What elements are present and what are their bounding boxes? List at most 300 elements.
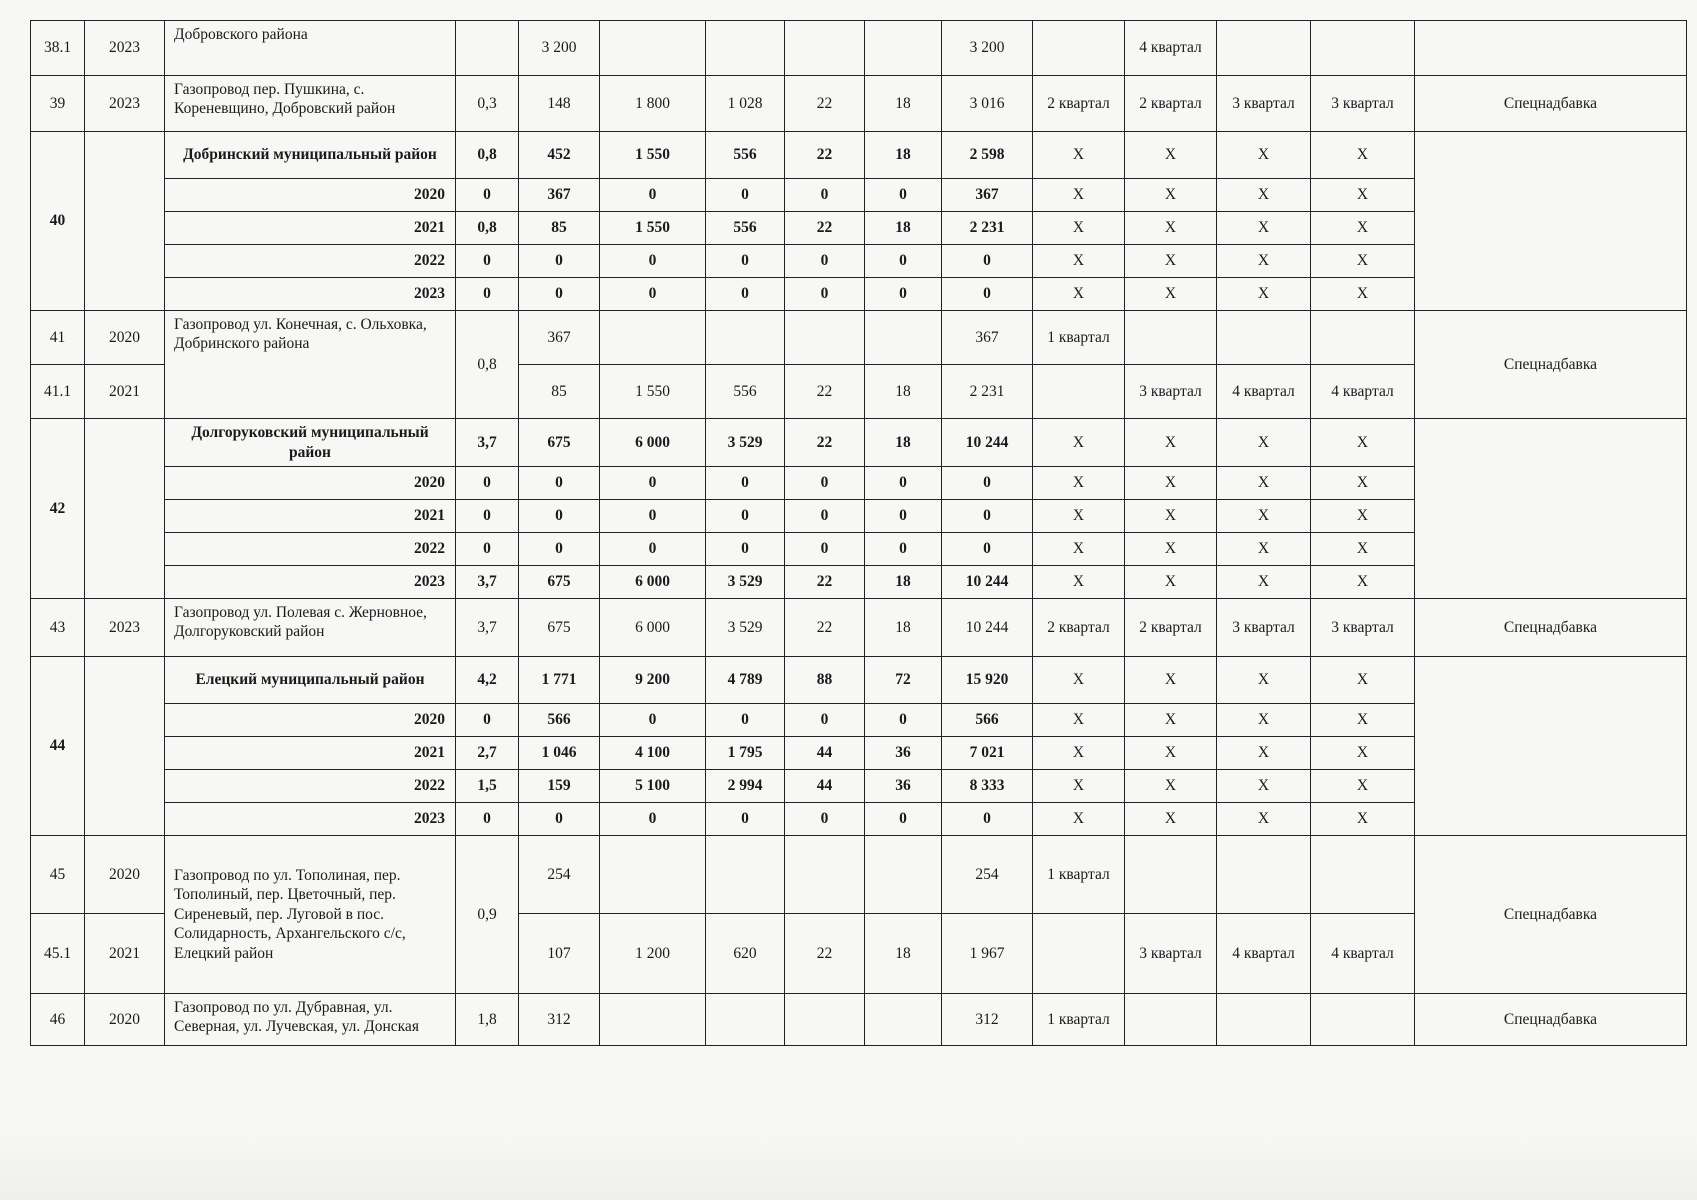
value-cell-total: 367	[942, 311, 1033, 365]
value-cell-c4: 44	[785, 770, 865, 803]
value-cell-total: 7 021	[942, 737, 1033, 770]
value-cell-c2: 0	[600, 500, 706, 533]
value-cell-c2	[600, 994, 706, 1046]
paper-edge	[0, 1130, 1697, 1200]
quarter-cell-q3: 3 квартал	[1217, 76, 1311, 132]
quarter-cell-q3: X	[1217, 770, 1311, 803]
year-cell: 2023	[85, 599, 165, 657]
quarter-cell-q4: X	[1311, 245, 1415, 278]
value-cell-c4	[785, 311, 865, 365]
description-cell: Газопровод по ул. Дубравная, ул. Северная, ул. Лучевская, ул. Донская	[165, 994, 456, 1046]
quarter-cell-q1	[1033, 914, 1125, 994]
value-cell-c1: 0	[519, 803, 600, 836]
value-cell-c5: 18	[865, 132, 942, 179]
value-cell-c2: 1 550	[600, 365, 706, 419]
quarter-cell-q3	[1217, 836, 1311, 914]
value-cell-total: 0	[942, 245, 1033, 278]
row-number-cell: 43	[31, 599, 85, 657]
value-cell-total: 312	[942, 994, 1033, 1046]
value-cell-c2	[600, 311, 706, 365]
note-cell	[1415, 21, 1687, 76]
quarter-cell-q1: X	[1033, 212, 1125, 245]
quarter-cell-q4	[1311, 836, 1415, 914]
quarter-cell-q4: 3 квартал	[1311, 599, 1415, 657]
quarter-cell-q1: X	[1033, 245, 1125, 278]
table-row-district-total	[31, 132, 1687, 179]
quarter-cell-q1: X	[1033, 803, 1125, 836]
quarter-cell-q3: 4 квартал	[1217, 365, 1311, 419]
value-cell-c2: 1 550	[600, 212, 706, 245]
quarter-cell-q2: X	[1125, 657, 1217, 704]
table-body	[31, 21, 1687, 1046]
note-cell	[1415, 132, 1687, 311]
value-cell-c5	[865, 994, 942, 1046]
quarter-cell-q1: 1 квартал	[1033, 311, 1125, 365]
quarter-cell-q3: X	[1217, 500, 1311, 533]
value-cell-c4: 22	[785, 365, 865, 419]
table-row	[31, 311, 1687, 365]
district-name-cell: Добринский муниципальный район	[165, 132, 456, 179]
value-cell-c5: 18	[865, 599, 942, 657]
quarter-cell-q3: X	[1217, 245, 1311, 278]
value-cell-c1: 85	[519, 365, 600, 419]
value-cell-c4: 22	[785, 566, 865, 599]
length-cell: 0	[456, 803, 519, 836]
value-cell-total: 254	[942, 836, 1033, 914]
value-cell-c2: 5 100	[600, 770, 706, 803]
quarter-cell-q4	[1311, 21, 1415, 76]
value-cell-c5: 18	[865, 914, 942, 994]
value-cell-c1: 107	[519, 914, 600, 994]
district-name-cell: Долгоруковский муниципальный район	[165, 419, 456, 467]
year-cell: 2023	[85, 76, 165, 132]
quarter-cell-q4: 3 квартал	[1311, 76, 1415, 132]
quarter-cell-q2: X	[1125, 803, 1217, 836]
value-cell-total: 0	[942, 467, 1033, 500]
value-cell-c4: 22	[785, 599, 865, 657]
value-cell-c1: 1 046	[519, 737, 600, 770]
value-cell-c3: 0	[706, 803, 785, 836]
length-cell: 4,2	[456, 657, 519, 704]
value-cell-c5: 0	[865, 278, 942, 311]
year-cell: 2020	[85, 836, 165, 914]
value-cell-total: 10 244	[942, 419, 1033, 467]
value-cell-c3	[706, 311, 785, 365]
value-cell-c4: 0	[785, 704, 865, 737]
value-cell-total: 3 016	[942, 76, 1033, 132]
quarter-cell-q1	[1033, 365, 1125, 419]
value-cell-c1: 159	[519, 770, 600, 803]
length-cell: 3,7	[456, 419, 519, 467]
value-cell-c3: 556	[706, 365, 785, 419]
value-cell-c1: 0	[519, 533, 600, 566]
quarter-cell-q3: X	[1217, 657, 1311, 704]
value-cell-total: 3 200	[942, 21, 1033, 76]
length-cell: 0	[456, 179, 519, 212]
row-number-cell: 41	[31, 311, 85, 365]
quarter-cell-q1: X	[1033, 500, 1125, 533]
year-cell	[85, 132, 165, 311]
year-cell: 2021	[85, 365, 165, 419]
quarter-cell-q2: X	[1125, 533, 1217, 566]
row-number-cell: 39	[31, 76, 85, 132]
table-row	[31, 599, 1687, 657]
quarter-cell-q3: X	[1217, 704, 1311, 737]
value-cell-c1: 367	[519, 179, 600, 212]
quarter-cell-q1: 2 квартал	[1033, 76, 1125, 132]
quarter-cell-q1: X	[1033, 704, 1125, 737]
value-cell-c1: 85	[519, 212, 600, 245]
breakdown-year-cell: 2023	[165, 803, 456, 836]
description-cell: Газопровод пер. Пушкина, с. Кореневщино, Добровский район	[165, 76, 456, 132]
value-cell-c3: 556	[706, 212, 785, 245]
value-cell-c1: 675	[519, 566, 600, 599]
quarter-cell-q1: 2 квартал	[1033, 599, 1125, 657]
quarter-cell-q4	[1311, 311, 1415, 365]
value-cell-c3: 3 529	[706, 419, 785, 467]
breakdown-year-cell: 2023	[165, 566, 456, 599]
quarter-cell-q3: X	[1217, 737, 1311, 770]
quarter-cell-q4: X	[1311, 212, 1415, 245]
value-cell-c5: 72	[865, 657, 942, 704]
value-cell-total: 1 967	[942, 914, 1033, 994]
length-cell: 1,5	[456, 770, 519, 803]
breakdown-year-cell: 2022	[165, 533, 456, 566]
value-cell-c4: 22	[785, 212, 865, 245]
quarter-cell-q2: 3 квартал	[1125, 914, 1217, 994]
length-cell: 0,8	[456, 212, 519, 245]
value-cell-c3: 2 994	[706, 770, 785, 803]
value-cell-c5: 18	[865, 419, 942, 467]
row-number-cell: 46	[31, 994, 85, 1046]
value-cell-c5: 18	[865, 365, 942, 419]
length-cell: 2,7	[456, 737, 519, 770]
table-row	[31, 836, 1687, 914]
quarter-cell-q3: X	[1217, 566, 1311, 599]
quarter-cell-q3: 4 квартал	[1217, 914, 1311, 994]
value-cell-c1: 3 200	[519, 21, 600, 76]
quarter-cell-q2: X	[1125, 278, 1217, 311]
year-cell	[85, 419, 165, 599]
value-cell-c2	[600, 21, 706, 76]
value-cell-c1: 675	[519, 599, 600, 657]
value-cell-total: 8 333	[942, 770, 1033, 803]
value-cell-c3: 0	[706, 533, 785, 566]
description-cell: Газопровод по ул. Тополиная, пер. Тополиный, пер. Цветочный, пер. Сиреневый, пер. Луговой в пос. Солидарность, Архангельского с/с, Елецкий район	[165, 836, 456, 994]
value-cell-c4: 22	[785, 914, 865, 994]
breakdown-year-cell: 2022	[165, 245, 456, 278]
quarter-cell-q3: X	[1217, 132, 1311, 179]
quarter-cell-q4: X	[1311, 179, 1415, 212]
value-cell-c4: 22	[785, 419, 865, 467]
quarter-cell-q2: X	[1125, 467, 1217, 500]
length-cell: 0,8	[456, 132, 519, 179]
quarter-cell-q1	[1033, 21, 1125, 76]
quarter-cell-q2: X	[1125, 704, 1217, 737]
quarter-cell-q1: X	[1033, 132, 1125, 179]
value-cell-total: 566	[942, 704, 1033, 737]
value-cell-c2: 1 200	[600, 914, 706, 994]
length-cell	[456, 21, 519, 76]
quarter-cell-q2: 2 квартал	[1125, 76, 1217, 132]
quarter-cell-q1: X	[1033, 278, 1125, 311]
value-cell-c3: 0	[706, 278, 785, 311]
value-cell-c3: 0	[706, 500, 785, 533]
description-cell: Газопровод ул. Полевая с. Жерновное, Долгоруковский район	[165, 599, 456, 657]
value-cell-c5	[865, 21, 942, 76]
value-cell-c5: 0	[865, 179, 942, 212]
row-number-cell: 44	[31, 657, 85, 836]
value-cell-c2: 6 000	[600, 419, 706, 467]
year-cell: 2020	[85, 311, 165, 365]
length-cell: 0	[456, 467, 519, 500]
row-number-cell: 38.1	[31, 21, 85, 76]
quarter-cell-q1: X	[1033, 533, 1125, 566]
quarter-cell-q4: X	[1311, 704, 1415, 737]
value-cell-c3: 556	[706, 132, 785, 179]
note-cell: Спецнадбавка	[1415, 836, 1687, 994]
value-cell-c4: 0	[785, 803, 865, 836]
value-cell-c1: 0	[519, 245, 600, 278]
value-cell-c1: 1 771	[519, 657, 600, 704]
value-cell-c3: 3 529	[706, 566, 785, 599]
value-cell-c2: 9 200	[600, 657, 706, 704]
value-cell-c4: 0	[785, 533, 865, 566]
quarter-cell-q2: 4 квартал	[1125, 21, 1217, 76]
quarter-cell-q3: X	[1217, 179, 1311, 212]
note-cell: Спецнадбавка	[1415, 76, 1687, 132]
note-cell: Спецнадбавка	[1415, 994, 1687, 1046]
value-cell-total: 0	[942, 803, 1033, 836]
value-cell-c2: 0	[600, 278, 706, 311]
quarter-cell-q3	[1217, 311, 1311, 365]
value-cell-c4: 22	[785, 76, 865, 132]
quarter-cell-q4: X	[1311, 467, 1415, 500]
value-cell-c3: 620	[706, 914, 785, 994]
year-cell	[85, 657, 165, 836]
breakdown-year-cell: 2022	[165, 770, 456, 803]
note-cell: Спецнадбавка	[1415, 599, 1687, 657]
breakdown-year-cell: 2021	[165, 212, 456, 245]
value-cell-c3: 4 789	[706, 657, 785, 704]
value-cell-c2: 0	[600, 704, 706, 737]
value-cell-total: 15 920	[942, 657, 1033, 704]
value-cell-c3: 1 028	[706, 76, 785, 132]
value-cell-c2: 0	[600, 467, 706, 500]
value-cell-c1: 148	[519, 76, 600, 132]
quarter-cell-q3: X	[1217, 803, 1311, 836]
value-cell-c2: 1 800	[600, 76, 706, 132]
value-cell-c4: 0	[785, 179, 865, 212]
value-cell-c4: 22	[785, 132, 865, 179]
quarter-cell-q1: 1 квартал	[1033, 836, 1125, 914]
quarter-cell-q2	[1125, 836, 1217, 914]
quarter-cell-q2: 3 квартал	[1125, 365, 1217, 419]
row-number-cell: 45.1	[31, 914, 85, 994]
table-row	[31, 76, 1687, 132]
quarter-cell-q4: 4 квартал	[1311, 365, 1415, 419]
length-cell: 0,9	[456, 836, 519, 994]
value-cell-c2: 0	[600, 803, 706, 836]
value-cell-c4: 88	[785, 657, 865, 704]
value-cell-c4: 0	[785, 467, 865, 500]
value-cell-c4	[785, 994, 865, 1046]
value-cell-c3	[706, 21, 785, 76]
table-row	[31, 21, 1687, 76]
note-cell	[1415, 419, 1687, 599]
quarter-cell-q4: X	[1311, 657, 1415, 704]
quarter-cell-q2	[1125, 994, 1217, 1046]
value-cell-total: 367	[942, 179, 1033, 212]
value-cell-c2: 0	[600, 533, 706, 566]
value-cell-total: 0	[942, 500, 1033, 533]
row-number-cell: 42	[31, 419, 85, 599]
quarter-cell-q2: X	[1125, 179, 1217, 212]
table-row-district-total	[31, 419, 1687, 467]
quarter-cell-q3: X	[1217, 419, 1311, 467]
value-cell-c2: 4 100	[600, 737, 706, 770]
quarter-cell-q3: X	[1217, 278, 1311, 311]
value-cell-c3: 0	[706, 245, 785, 278]
value-cell-c5: 0	[865, 803, 942, 836]
row-number-cell: 41.1	[31, 365, 85, 419]
quarter-cell-q2: X	[1125, 245, 1217, 278]
quarter-cell-q2: X	[1125, 737, 1217, 770]
breakdown-year-cell: 2020	[165, 467, 456, 500]
value-cell-c4: 0	[785, 500, 865, 533]
quarter-cell-q2: X	[1125, 770, 1217, 803]
value-cell-c2	[600, 836, 706, 914]
quarter-cell-q2: X	[1125, 566, 1217, 599]
length-cell: 3,7	[456, 599, 519, 657]
quarter-cell-q4: X	[1311, 566, 1415, 599]
value-cell-c5: 0	[865, 467, 942, 500]
quarter-cell-q1: X	[1033, 737, 1125, 770]
value-cell-total: 2 231	[942, 365, 1033, 419]
value-cell-c1: 675	[519, 419, 600, 467]
value-cell-c1: 452	[519, 132, 600, 179]
description-cell: Добровского района	[165, 21, 456, 76]
value-cell-c3: 3 529	[706, 599, 785, 657]
length-cell: 0	[456, 278, 519, 311]
breakdown-year-cell: 2023	[165, 278, 456, 311]
value-cell-total: 0	[942, 533, 1033, 566]
value-cell-c5	[865, 836, 942, 914]
value-cell-c2: 6 000	[600, 566, 706, 599]
quarter-cell-q3	[1217, 21, 1311, 76]
quarter-cell-q4: X	[1311, 533, 1415, 566]
quarter-cell-q3: 3 квартал	[1217, 599, 1311, 657]
length-cell: 0	[456, 533, 519, 566]
value-cell-c5	[865, 311, 942, 365]
quarter-cell-q4: X	[1311, 737, 1415, 770]
value-cell-c1: 0	[519, 467, 600, 500]
breakdown-year-cell: 2021	[165, 500, 456, 533]
value-cell-c2: 1 550	[600, 132, 706, 179]
quarter-cell-q1: 1 квартал	[1033, 994, 1125, 1046]
year-cell: 2021	[85, 914, 165, 994]
quarter-cell-q3: X	[1217, 533, 1311, 566]
description-cell: Газопровод ул. Конечная, с. Ольховка, Добринского района	[165, 311, 456, 419]
quarter-cell-q2	[1125, 311, 1217, 365]
quarter-cell-q3	[1217, 994, 1311, 1046]
value-cell-c4: 0	[785, 278, 865, 311]
breakdown-year-cell: 2020	[165, 179, 456, 212]
note-cell: Спецнадбавка	[1415, 311, 1687, 419]
quarter-cell-q4: X	[1311, 132, 1415, 179]
quarter-cell-q2: X	[1125, 132, 1217, 179]
value-cell-c3: 0	[706, 467, 785, 500]
quarter-cell-q1: X	[1033, 770, 1125, 803]
value-cell-c5: 0	[865, 533, 942, 566]
value-cell-c1: 254	[519, 836, 600, 914]
year-cell: 2023	[85, 21, 165, 76]
value-cell-c5: 0	[865, 500, 942, 533]
value-cell-c5: 18	[865, 76, 942, 132]
gas-pipeline-table	[30, 20, 1687, 1046]
value-cell-c1: 566	[519, 704, 600, 737]
table-row	[31, 994, 1687, 1046]
quarter-cell-q1: X	[1033, 419, 1125, 467]
value-cell-c1: 367	[519, 311, 600, 365]
quarter-cell-q3: X	[1217, 467, 1311, 500]
quarter-cell-q4: X	[1311, 278, 1415, 311]
length-cell: 1,8	[456, 994, 519, 1046]
value-cell-c5: 36	[865, 737, 942, 770]
value-cell-c3: 1 795	[706, 737, 785, 770]
row-number-cell: 45	[31, 836, 85, 914]
table-row-district-total	[31, 657, 1687, 704]
value-cell-total: 10 244	[942, 599, 1033, 657]
value-cell-c1: 312	[519, 994, 600, 1046]
value-cell-c3	[706, 994, 785, 1046]
quarter-cell-q4: X	[1311, 770, 1415, 803]
length-cell: 0	[456, 245, 519, 278]
district-name-cell: Елецкий муниципальный район	[165, 657, 456, 704]
quarter-cell-q2: 2 квартал	[1125, 599, 1217, 657]
quarter-cell-q4: X	[1311, 419, 1415, 467]
quarter-cell-q4: X	[1311, 500, 1415, 533]
value-cell-c3	[706, 836, 785, 914]
value-cell-c3: 0	[706, 704, 785, 737]
value-cell-c2: 0	[600, 179, 706, 212]
value-cell-c2: 0	[600, 245, 706, 278]
quarter-cell-q4: 4 квартал	[1311, 914, 1415, 994]
row-number-cell: 40	[31, 132, 85, 311]
length-cell: 3,7	[456, 566, 519, 599]
value-cell-total: 10 244	[942, 566, 1033, 599]
quarter-cell-q2: X	[1125, 419, 1217, 467]
value-cell-c5: 18	[865, 566, 942, 599]
quarter-cell-q1: X	[1033, 566, 1125, 599]
value-cell-total: 2 598	[942, 132, 1033, 179]
value-cell-c2: 6 000	[600, 599, 706, 657]
value-cell-total: 2 231	[942, 212, 1033, 245]
quarter-cell-q2: X	[1125, 500, 1217, 533]
value-cell-c5: 0	[865, 245, 942, 278]
quarter-cell-q4: X	[1311, 803, 1415, 836]
length-cell: 0	[456, 500, 519, 533]
value-cell-c3: 0	[706, 179, 785, 212]
quarter-cell-q1: X	[1033, 179, 1125, 212]
value-cell-c5: 18	[865, 212, 942, 245]
breakdown-year-cell: 2020	[165, 704, 456, 737]
value-cell-c4: 0	[785, 245, 865, 278]
quarter-cell-q4	[1311, 994, 1415, 1046]
quarter-cell-q3: X	[1217, 212, 1311, 245]
length-cell: 0	[456, 704, 519, 737]
length-cell: 0,3	[456, 76, 519, 132]
